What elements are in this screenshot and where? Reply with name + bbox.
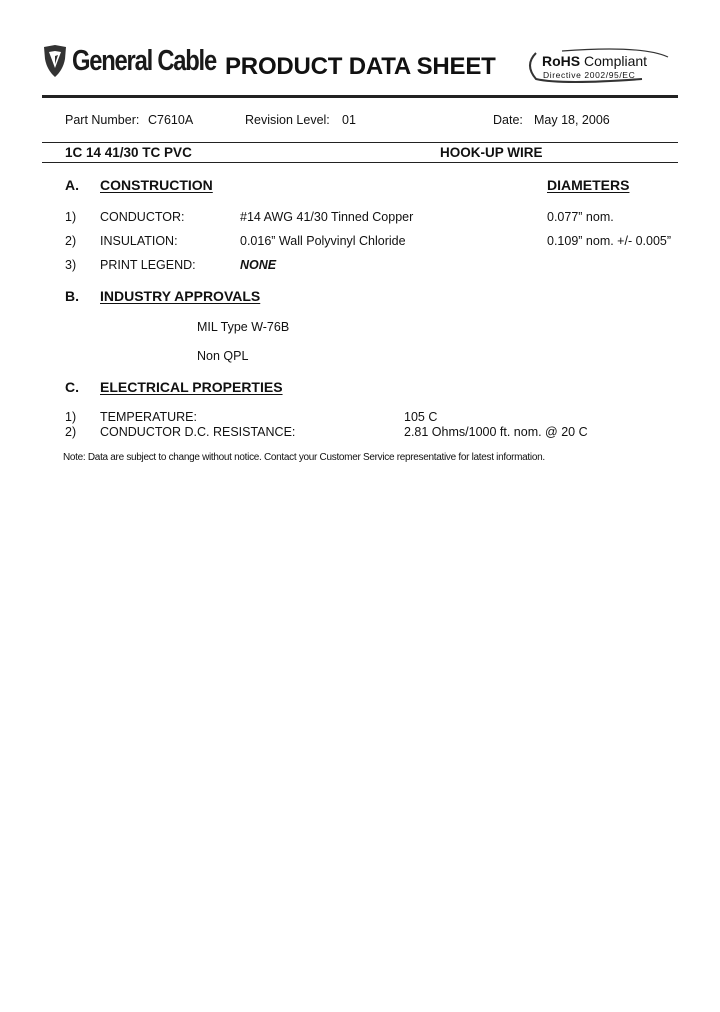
section-title-approvals: INDUSTRY APPROVALS (100, 288, 261, 304)
date-value: May 18, 2006 (534, 113, 610, 127)
company-name: General Cable (72, 44, 216, 77)
rohs-bold-text: RoHS (542, 53, 581, 69)
part-number-label: Part Number: (65, 113, 140, 127)
construction-item-label: INSULATION: (100, 234, 178, 248)
construction-item-label: CONDUCTOR: (100, 210, 185, 224)
construction-item-num: 1) (65, 210, 77, 224)
print-legend-value: NONE (240, 258, 277, 272)
electrical-item-label: CONDUCTOR D.C. RESISTANCE: (100, 425, 296, 439)
part-number-value: C7610A (148, 113, 194, 127)
section-title-electrical: ELECTRICAL PROPERTIES (100, 379, 283, 395)
product-rule (42, 162, 678, 163)
construction-item-label: PRINT LEGEND: (100, 258, 196, 272)
rohs-directive: Directive 2002/95/EC (543, 70, 636, 80)
header-rule (42, 95, 678, 98)
disclaimer-note: Note: Data are subject to change without notice. Contact your Customer Service representative for latest information. (63, 452, 545, 463)
section-title-diameters: DIAMETERS (547, 177, 630, 193)
company-logo (42, 44, 248, 78)
construction-item-value: 0.016” Wall Polyvinyl Chloride (240, 234, 406, 248)
approval-item: MIL Type W-76B (197, 320, 290, 334)
section-letter-electrical: C. (65, 379, 79, 395)
electrical-item-value: 105 C (404, 410, 438, 424)
rohs-compliant-badge (522, 47, 672, 85)
revision-level-value: 01 (342, 113, 356, 127)
revision-level-label: Revision Level: (245, 113, 330, 127)
rohs-compliant-text: Compliant (584, 53, 648, 69)
construction-item-diameter: 0.077” nom. (547, 210, 614, 224)
date-label: Date: (493, 113, 523, 127)
meta-rule (42, 142, 678, 143)
electrical-item-label: TEMPERATURE: (100, 410, 197, 424)
section-letter-approvals: B. (65, 288, 79, 304)
section-title-construction: CONSTRUCTION (100, 177, 213, 193)
construction-item-num: 2) (65, 234, 77, 248)
section-letter-construction: A. (65, 177, 79, 193)
construction-item-value: #14 AWG 41/30 Tinned Copper (240, 210, 414, 224)
approval-item: Non QPL (197, 349, 249, 363)
electrical-item-num: 2) (65, 425, 77, 439)
document-title: PRODUCT DATA SHEET (225, 53, 496, 80)
construction-item-diameter: 0.109” nom. +/- 0.005” (547, 234, 672, 248)
electrical-item-value: 2.81 Ohms/1000 ft. nom. @ 20 C (404, 425, 588, 439)
product-code: 1C 14 41/30 TC PVC (65, 145, 192, 160)
construction-item-num: 3) (65, 258, 77, 272)
shield-logo-icon (42, 44, 68, 78)
electrical-item-num: 1) (65, 410, 77, 424)
product-type: HOOK-UP WIRE (440, 145, 543, 160)
